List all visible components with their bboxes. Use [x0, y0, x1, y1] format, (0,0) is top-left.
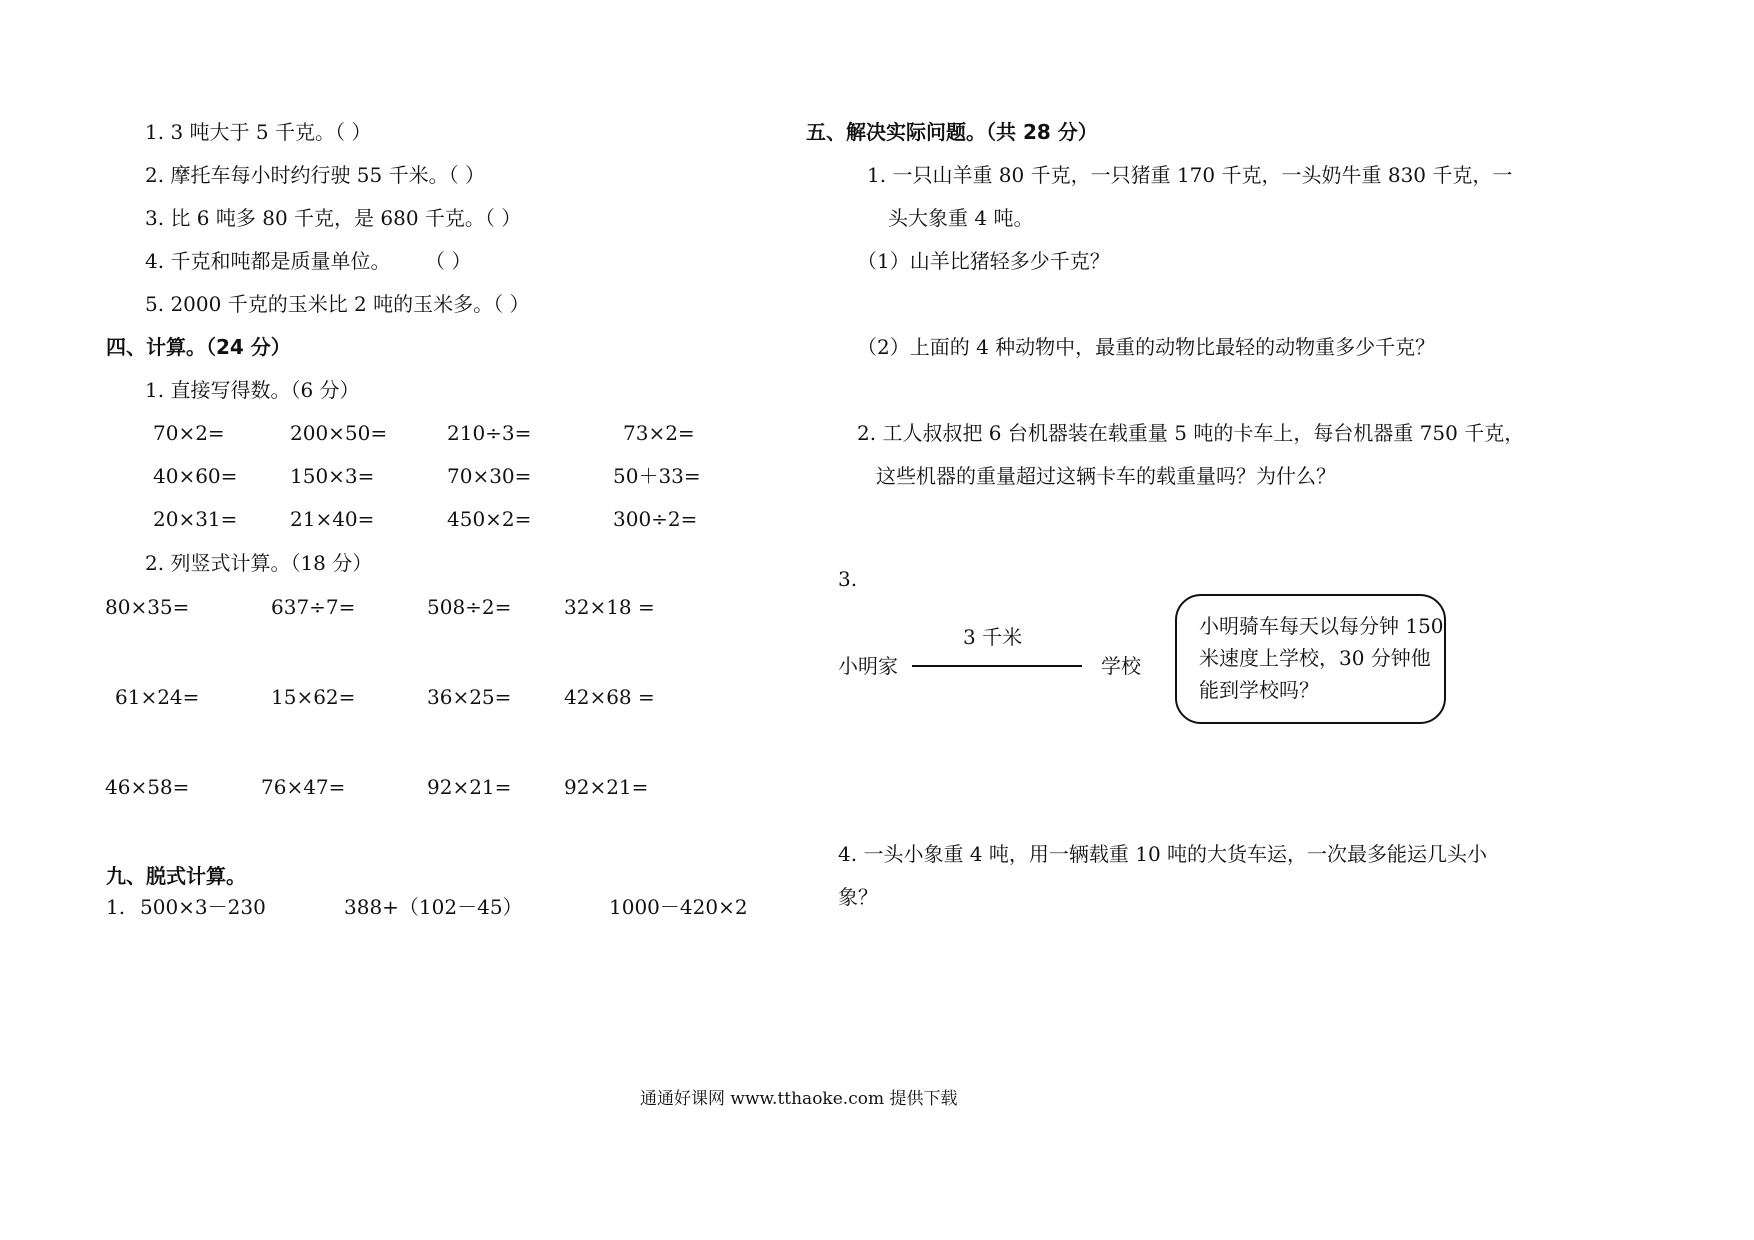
school-label: 学校: [1101, 654, 1141, 678]
oral-calc-item: 40×60=: [153, 464, 238, 488]
judge-item-5: 5. 2000 千克的玉米比 2 吨的玉米多。（ ）: [145, 292, 530, 316]
oral-calc-item: 73×2=: [623, 421, 695, 445]
vertical-calc-item: 92×21=: [427, 775, 512, 799]
stepwise-number: 1.: [106, 895, 126, 919]
oral-calc-item: 150×3=: [290, 464, 375, 488]
judge-item-3: 3. 比 6 吨多 80 千克，是 680 千克。（ ）: [145, 206, 522, 230]
vertical-calc-item: 637÷7=: [271, 595, 356, 619]
footer-source: 通通好课网 www.tthaoke.com 提供下载: [640, 1089, 958, 1109]
oral-calc-item: 21×40=: [290, 507, 375, 531]
route-line: [912, 665, 1082, 667]
question-2-line-2: 这些机器的重量超过这辆卡车的载重量吗？为什么？: [876, 464, 1336, 488]
question-1-line-2: 头大象重 4 吨。: [888, 206, 1034, 230]
judge-item-1: 1. 3 吨大于 5 千克。（ ）: [145, 120, 372, 144]
vertical-calc-item: 46×58=: [105, 775, 190, 799]
oral-calc-label: 1. 直接写得数。（6 分）: [145, 378, 360, 402]
stepwise-item: 388+（102－45）: [344, 895, 523, 919]
vertical-calc-item: 15×62=: [271, 685, 356, 709]
question-2-line-1: 2. 工人叔叔把 6 台机器装在载重量 5 吨的卡车上，每台机器重 750 千克，: [857, 421, 1525, 445]
vertical-calc-item: 42×68 =: [564, 685, 655, 709]
oral-calc-item: 20×31=: [153, 507, 238, 531]
question-1-sub-2: （2）上面的 4 种动物中，最重的动物比最轻的动物重多少千克？: [857, 335, 1436, 359]
oral-calc-item: 70×30=: [447, 464, 532, 488]
stepwise-item: 1000－420×2: [609, 895, 748, 919]
stepwise-item: 500×3－230: [140, 895, 266, 919]
question-3-label: 3.: [838, 567, 858, 591]
judge-item-4-bracket: （ ）: [425, 249, 472, 273]
home-label: 小明家: [838, 654, 898, 678]
oral-calc-item: 450×2=: [447, 507, 532, 531]
vertical-calc-item: 508÷2=: [427, 595, 512, 619]
oral-calc-item: 300÷2=: [613, 507, 698, 531]
vertical-calc-item: 76×47=: [261, 775, 346, 799]
question-1-line-1: 1. 一只山羊重 80 千克，一只猪重 170 千克，一头奶牛重 830 千克，一: [867, 163, 1513, 187]
section-4-heading: 四、计算。（24 分）: [106, 335, 291, 359]
question-1-sub-1: （1）山羊比猪轻多少千克？: [857, 249, 1110, 273]
vertical-calc-item: 32×18 =: [564, 595, 655, 619]
callout-line-1: 小明骑车每天以每分钟 150: [1199, 614, 1444, 638]
section-9-heading: 九、脱式计算。: [106, 864, 246, 888]
vertical-calc-item: 92×21=: [564, 775, 649, 799]
oral-calc-item: 200×50=: [290, 421, 388, 445]
vertical-calc-label: 2. 列竖式计算。（18 分）: [145, 551, 373, 575]
route-distance-label: 3 千米: [963, 625, 1023, 649]
oral-calc-item: 210÷3=: [447, 421, 532, 445]
vertical-calc-item: 36×25=: [427, 685, 512, 709]
judge-item-4: 4. 千克和吨都是质量单位。: [145, 249, 391, 273]
oral-calc-item: 50＋33=: [613, 464, 701, 488]
callout-line-2: 米速度上学校，30 分钟他: [1199, 646, 1431, 670]
oral-calc-item: 70×2=: [153, 421, 225, 445]
question-4-line-2: 象？: [838, 885, 878, 909]
vertical-calc-item: 80×35=: [105, 595, 190, 619]
judge-item-2: 2. 摩托车每小时约行驶 55 千米。（ ）: [145, 163, 485, 187]
question-4-line-1: 4. 一头小象重 4 吨，用一辆载重 10 吨的大货车运，一次最多能运几头小: [838, 842, 1488, 866]
question-3-callout: [1175, 594, 1446, 724]
section-5-heading: 五、解决实际问题。（共 28 分）: [806, 120, 1098, 144]
callout-line-3: 能到学校吗？: [1199, 678, 1319, 702]
vertical-calc-item: 61×24=: [115, 685, 200, 709]
